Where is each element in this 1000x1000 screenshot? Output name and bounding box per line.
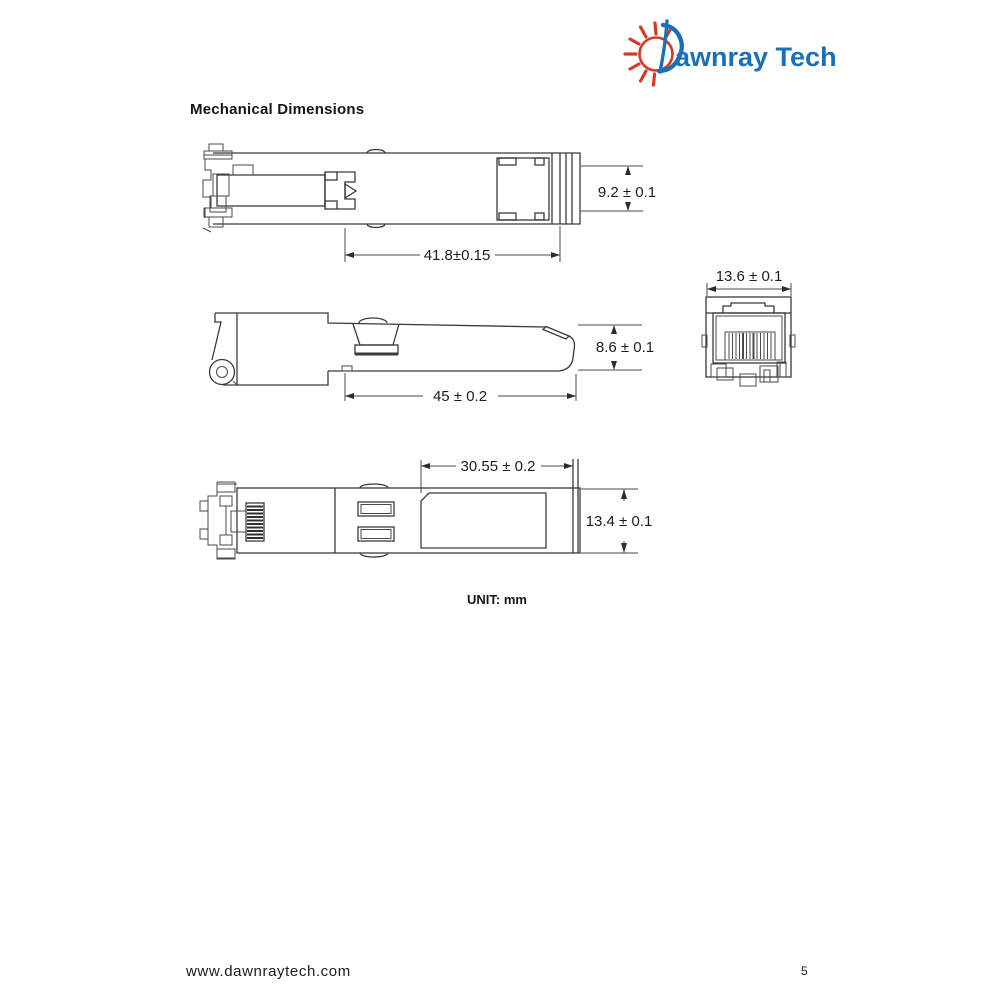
top-view-dim-length xyxy=(345,226,560,264)
unit-label: UNIT: mm xyxy=(467,592,527,607)
dim-label-top-length: 41.8±0.15 xyxy=(423,247,491,264)
front-view-body xyxy=(702,297,795,377)
front-view-pins xyxy=(725,332,775,360)
bottom-view-edge-connector xyxy=(231,503,264,541)
dim-label-side-height: 8.6 ± 0.1 xyxy=(595,339,655,356)
top-view-dim-height xyxy=(581,166,656,211)
page-number: 5 xyxy=(801,964,808,978)
page-title: Mechanical Dimensions xyxy=(190,101,365,118)
side-view-dim-height xyxy=(578,325,654,370)
side-view-body xyxy=(210,313,575,385)
dim-label-side-length: 45 ± 0.2 xyxy=(432,388,488,405)
dim-label-bottom-length: 30.55 ± 0.2 xyxy=(460,458,536,475)
front-view-feet xyxy=(711,362,786,386)
front-view-drawing xyxy=(690,260,805,395)
top-view-drawing xyxy=(195,140,665,270)
bottom-view-dim-width xyxy=(581,489,652,553)
dim-label-bottom-width: 13.4 ± 0.1 xyxy=(585,513,653,530)
dim-label-top-height: 9.2 ± 0.1 xyxy=(597,184,657,201)
footer-url: www.dawnraytech.com xyxy=(186,963,351,980)
side-view-drawing xyxy=(195,300,665,412)
logo xyxy=(612,12,852,90)
front-view-dim-width xyxy=(707,268,791,296)
side-view-dim-length xyxy=(345,373,576,405)
dim-label-front-width: 13.6 ± 0.1 xyxy=(715,268,783,285)
top-view-body xyxy=(213,150,580,228)
bottom-view-drawing xyxy=(195,445,665,575)
top-view-left-latch xyxy=(203,144,253,232)
brand-text: awnray Tech xyxy=(675,42,837,72)
